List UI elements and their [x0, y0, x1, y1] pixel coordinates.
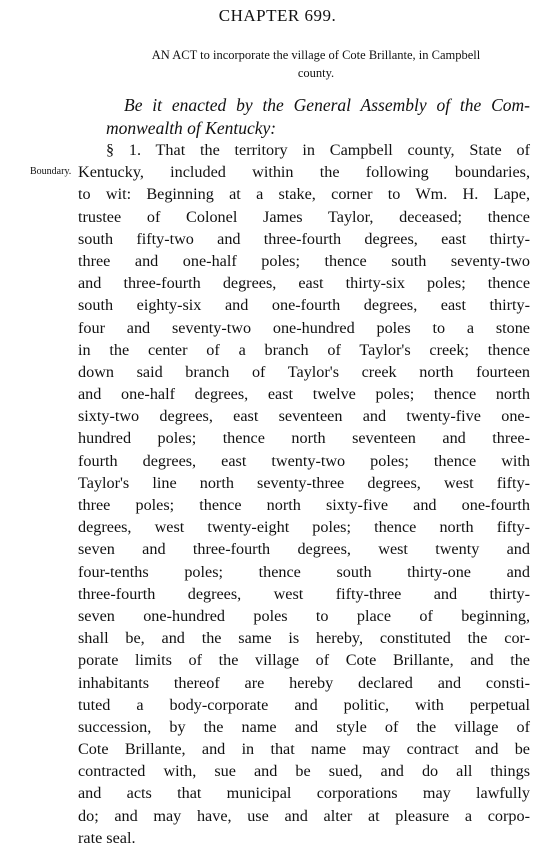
section-1-text	[78, 139, 530, 849]
text-line: Taylor's line north seventy-three degrees, west fifty-	[78, 473, 530, 492]
text-line: down said branch of Taylor's creek north fourteen	[78, 362, 530, 381]
text-line: three and one-half poles; thence south seventy-two	[78, 251, 530, 270]
text-line: Cote Brillante, and in that name may contract and be	[78, 740, 530, 759]
text-line: to wit: Beginning at a stake, corner to Wm. H. Lape,	[78, 185, 530, 204]
text-line: contracted with, sue and be sued, and do all things	[78, 762, 530, 781]
text-line: and one-half degrees, east twelve poles; thence north	[78, 385, 530, 404]
text-line: rate seal.	[78, 828, 136, 847]
text-line: § 1. That the territory in Campbell county, State of	[106, 141, 530, 159]
text-line: trustee of Colonel James Taylor, deceased; thence	[78, 207, 530, 226]
text-line: tuted a body-corporate and politic, with perpetual	[78, 695, 530, 714]
act-title-line: county.	[297, 66, 335, 80]
text-line: four and seventy-two one-hundred poles to a stone	[78, 318, 530, 337]
enacting-line: monwealth of Kentucky:	[106, 118, 277, 138]
text-line: degrees, west twenty-eight poles; thence north fifty-	[78, 518, 530, 537]
text-line: sixty-two degrees, east seventeen and twenty-five one-	[78, 407, 530, 426]
text-line: three-fourth degrees, west fifty-three and thirty-	[78, 584, 530, 603]
text-line: succession, by the name and style of the village of	[78, 717, 530, 736]
enacting-clause	[106, 94, 530, 140]
chapter-heading: CHAPTER 699.	[218, 6, 337, 25]
enacting-line: Be it enacted by the General Assembly of the Com-	[124, 95, 530, 115]
text-line: fourth degrees, east twenty-two poles; thence with	[78, 451, 530, 470]
text-line: four-tenths poles; thence south thirty-one and	[78, 562, 530, 581]
text-line: seven one-hundred poles to place of beginning,	[78, 606, 530, 625]
text-line: in the center of a branch of Taylor's creek; thence	[78, 340, 530, 359]
text-line: Kentucky, included within the following boundaries,	[78, 163, 530, 182]
text-line: inhabitants thereof are hereby declared and consti-	[78, 673, 530, 692]
text-line: and three-fourth degrees, east thirty-six poles; thence	[78, 274, 530, 293]
text-line: south eighty-six and one-fourth degrees, east thirty-	[78, 296, 530, 315]
text-line: south fifty-two and three-fourth degrees, east thirty-	[78, 229, 530, 248]
text-line: seven and three-fourth degrees, west twenty and	[78, 540, 530, 559]
act-title-line: AN ACT to incorporate the village of Cote Brillante, in Campbell	[151, 48, 481, 62]
text-line: and acts that municipal corporations may lawfully	[78, 784, 530, 803]
text-line: hundred poles; thence north seventeen and three-	[78, 429, 530, 448]
text-line: three poles; thence north sixty-five and one-fourth	[78, 496, 530, 514]
text-line: shall be, and the same is hereby, constituted the cor-	[78, 629, 530, 648]
act-title	[100, 46, 532, 82]
text-line: do; and may have, use and alter at pleasure a corpo-	[78, 806, 530, 825]
margin-note-boundary: Boundary.	[30, 166, 72, 177]
text-line: porate limits of the village of Cote Brillante, and the	[78, 651, 530, 670]
